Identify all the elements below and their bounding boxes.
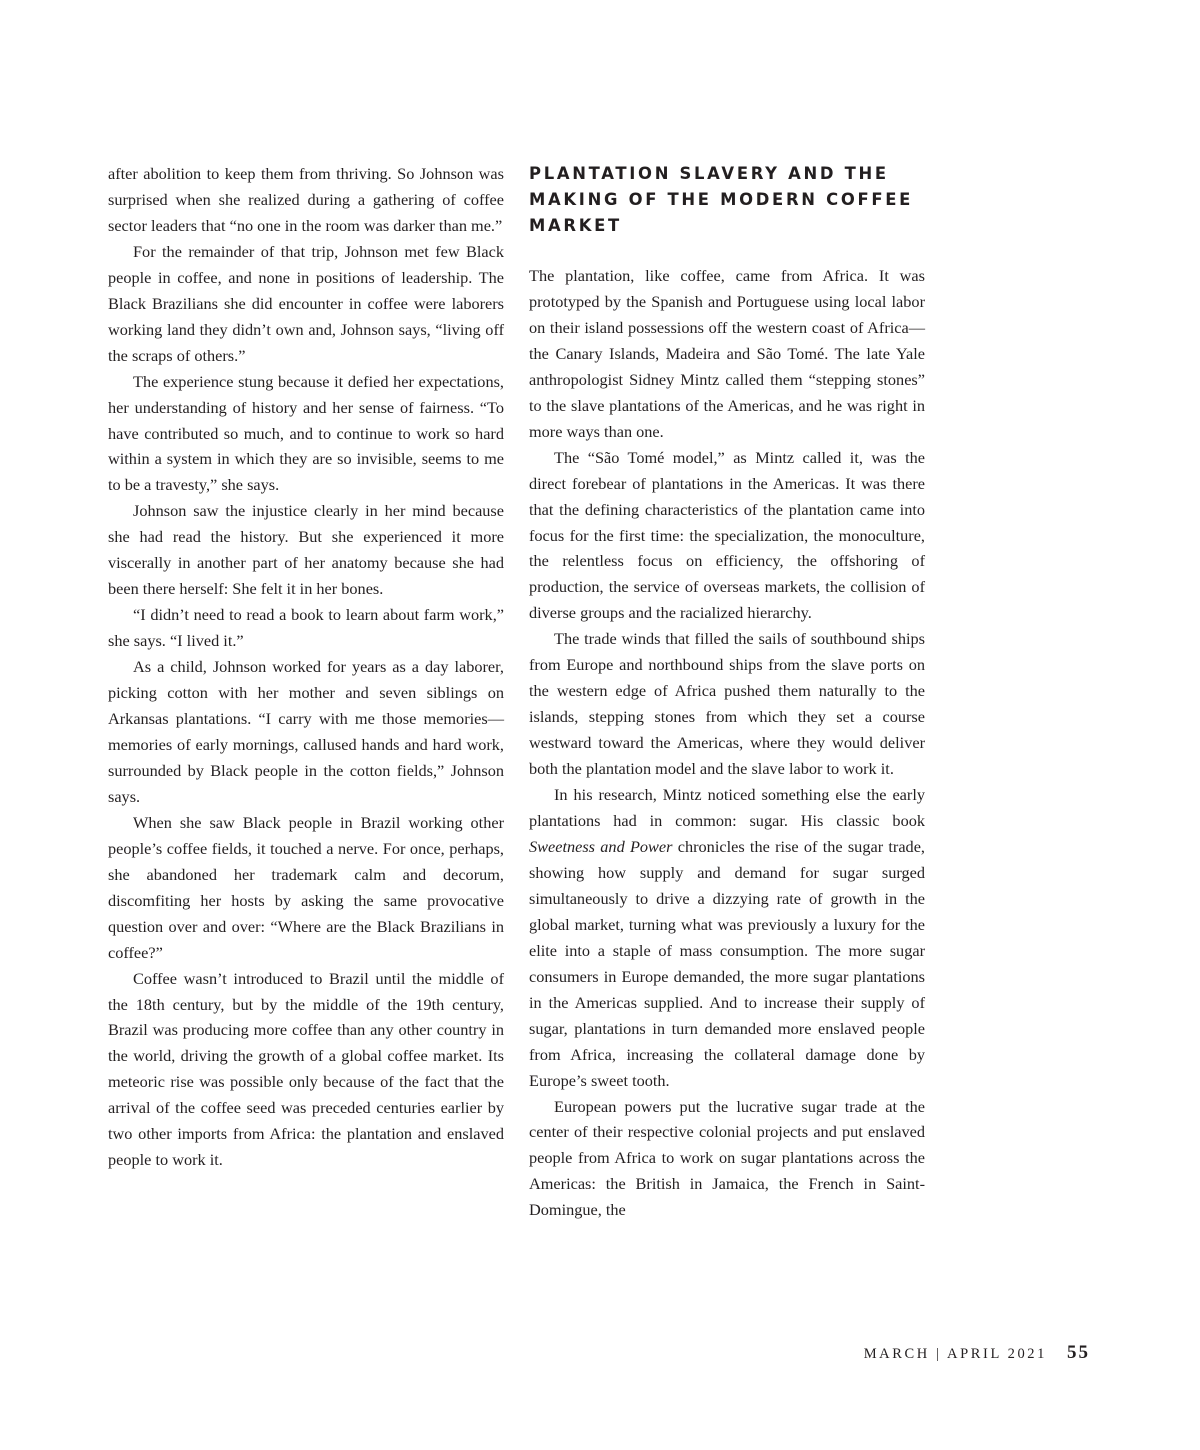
body-paragraph: As a child, Johnson worked for years as a day laborer, picking cotton with her mother and seven siblings on Arkansas plantations. “I carry with me those memories—memories of early mornings, callused hands and hard work, surrounded by Black people in the cotton fields,” Johnson says. [108, 657, 504, 806]
body-paragraph: Coffee wasn’t introduced to Brazil until the middle of the 18th century, but by the middle of the 19th century, Brazil was producing more coffee than any other country in the world, driving the growth of a global coffee market. Its meteoric rise was possible only because of the fact that the arrival of the coffee seed was preceded centuries earlier by two other imports from Africa: the plantation and enslaved people to work it. [108, 968, 504, 1170]
body-paragraph: The experience stung because it defied her expectations, her understanding of history and her sense of fairness. “To have contributed so much, and to continue to work so hard within a system in which they are so invisible, seems to me to be a travesty,” she says. [108, 371, 504, 495]
section-heading-line: PLANTATION SLAVERY AND THE [529, 164, 889, 183]
section-heading [529, 161, 925, 239]
body-paragraph: For the remainder of that trip, Johnson met few Black people in coffee, and none in positions of leadership. The Black Brazilians she did encounter in coffee were laborers working land they didn’t own and, Johnson says, “living off the scraps of others.” [108, 241, 504, 365]
section-heading-line: MARKET [529, 216, 622, 235]
body-paragraph: after abolition to keep them from thriving. So Johnson was surprised when she realized during a gathering of coffee sector leaders that “no one in the room was darker than me.” [108, 164, 504, 235]
body-paragraph: When she saw Black people in Brazil working other people’s coffee fields, it touched a nerve. For once, perhaps, she abandoned her trademark calm and decorum, discomfiting her hosts by asking the same provocative question over and over: “Where are the Black Brazilians in coffee?” [108, 812, 504, 962]
body-paragraph [529, 782, 925, 1093]
right-column [529, 161, 925, 1223]
body-text: chronicles the rise of the sugar trade, showing how supply and demand for sugar surged simultaneously to drive a dizzying rate of growth in the global market, turning what was previously a luxury for the elite into a staple of mass consumption. The more sugar consumers in Europe demanded, the more sugar plantations in the Americas supplied. And to increase their supply of sugar, plantations in turn demanded more enslaved people from Africa, increasing the collateral damage done by Europe’s sweet tooth. [529, 836, 925, 1090]
book-title: Sweetness and Power [529, 836, 673, 856]
section-heading-line: MAKING OF THE MODERN COFFEE [529, 190, 914, 209]
body-paragraph: The plantation, like coffee, came from Africa. It was prototyped by the Spanish and Portuguese using local labor on their island possessions off the western coast of Africa—the Canary Islands, Madeira and São Tomé. The late Yale anthropologist Sidney Mintz called them “stepping stones” to the slave plantations of the Americas, and he was right in more ways than one. [529, 266, 925, 441]
page-footer [864, 1342, 1090, 1364]
body-paragraph: “I didn’t need to read a book to learn about farm work,” she says. “I lived it.” [108, 605, 504, 651]
body-text: In his research, Mintz noticed something else the early plantations had in common: sugar. His classic book [529, 785, 925, 831]
body-paragraph: European powers put the lucrative sugar trade at the center of their respective colonial projects and put enslaved people from Africa to work on sugar plantations across the Americas: the British in Jamaica, the French in Saint-Domingue, the [529, 1096, 925, 1220]
body-paragraph: The “São Tomé model,” as Mintz called it, was the direct forebear of plantations in the Americas. It was there that the defining characteristics of the plantation came into focus for the first time: the specialization, the monoculture, the relentless focus on efficiency, the offshoring of production, the service of overseas markets, the collision of diverse groups and the racialized hierarchy. [529, 447, 925, 623]
issue-date: MARCH | APRIL 2021 [863, 1346, 1047, 1362]
body-paragraph: The trade winds that filled the sails of southbound ships from Europe and northbound ships from the slave ports on the western edge of Africa pushed them naturally to the islands, stepping stones from which they set a course westward toward the Americas, where they would deliver both the plantation model and the slave labor to work it. [529, 629, 925, 779]
left-column [108, 161, 504, 1173]
page-number: 55 [1067, 1342, 1090, 1363]
body-paragraph: Johnson saw the injustice clearly in her mind because she had read the history. But she experienced it more viscerally in another part of her anatomy because she had been there herself: She felt it in her bones. [108, 501, 504, 599]
